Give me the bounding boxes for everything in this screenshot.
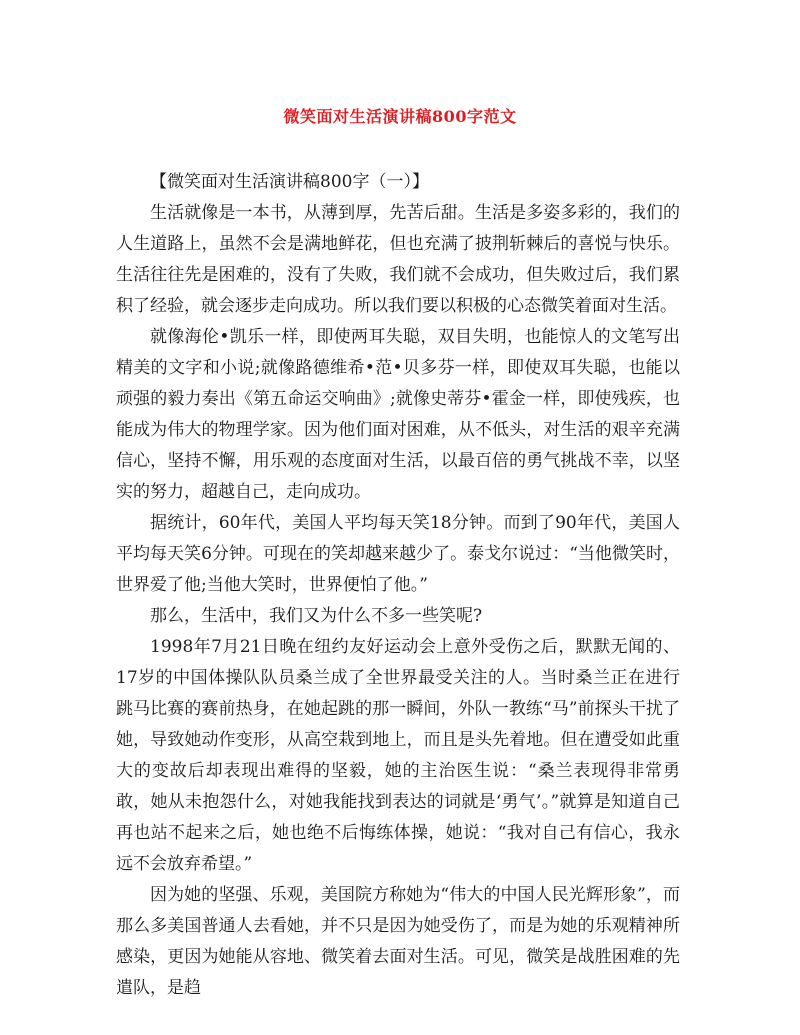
paragraph: 生活就像是一本书，从薄到厚，先苦后甜。生活是多姿多彩的，我们的人生道路上，虽然不会是满地鲜花，但也充满了披荆斩棘后的喜悦与快乐。生活往往先是困难的，没有了失败，我们就不会成功，但失败过后，我们累积了经验，就会逐步走向成功。所以我们要以积极的心态微笑着面对生活。	[116, 203, 680, 316]
paragraph: 1998年7月21日晚在纽约友好运动会上意外受伤之后，默默无闻的、17岁的中国体操队队员桑兰成了全世界最受关注的人。当时桑兰正在进行跳马比赛的赛前热身，在她起跳的那一瞬间，外队一教练“马”前探头干扰了她，导致她动作变形，从高空栽到地上，而且是头先着地。但在遭受如此重大的变故后却表现出难得的坚毅，她的主治医生说：“桑兰表现得非常勇敢，她从未抱怨什么，对她我能找到表达的词就是‘勇气’。”就算是知道自己再也站不起来之后，她也绝不后悔练体操，她说：“我对自己有信心，我永远不会放弃希望。”	[116, 637, 680, 874]
paragraph: 那么，生活中，我们又为什么不多一些笑呢?	[150, 606, 483, 626]
paragraph: 据统计，60年代，美国人平均每天笑18分钟。而到了90年代，美国人平均每天笑6分钟。可现在的笑却越来越少了。泰戈尔说过：“当他微笑时，世界爱了他;当他大笑时，世界便怕了他。”	[116, 513, 680, 595]
paragraph: 因为她的坚强、乐观，美国院方称她为“伟大的中国人民光辉形象”，而那么多美国普通人去看她，并不只是因为她受伤了，而是为她的乐观精神所感染，更因为她能从容地、微笑着去面对生活。可见，微笑是战胜困难的先遣队，是趋	[116, 885, 680, 998]
paragraph: 就像海伦•凯乐一样，即使两耳失聪，双目失明，也能惊人的文笔写出精美的文字和小说;就像路德维希•范•贝多芬一样，即使双耳失聪，也能以顽强的毅力奏出《第五命运交响曲》;就像史蒂芬•霍金一样，即使残疾，也能成为伟大的物理学家。因为他们面对困难，从不低头，对生活的艰辛充满信心，坚持不懈，用乐观的态度面对生活，以最百倍的勇气挑战不幸，以坚实的努力，超越自己，走向成功。	[116, 327, 680, 502]
section-heading: 【微笑面对生活演讲稿800字（一）】	[150, 172, 429, 192]
document-body	[116, 167, 680, 1004]
document-title: 微笑面对生活演讲稿800字范文	[283, 107, 517, 126]
